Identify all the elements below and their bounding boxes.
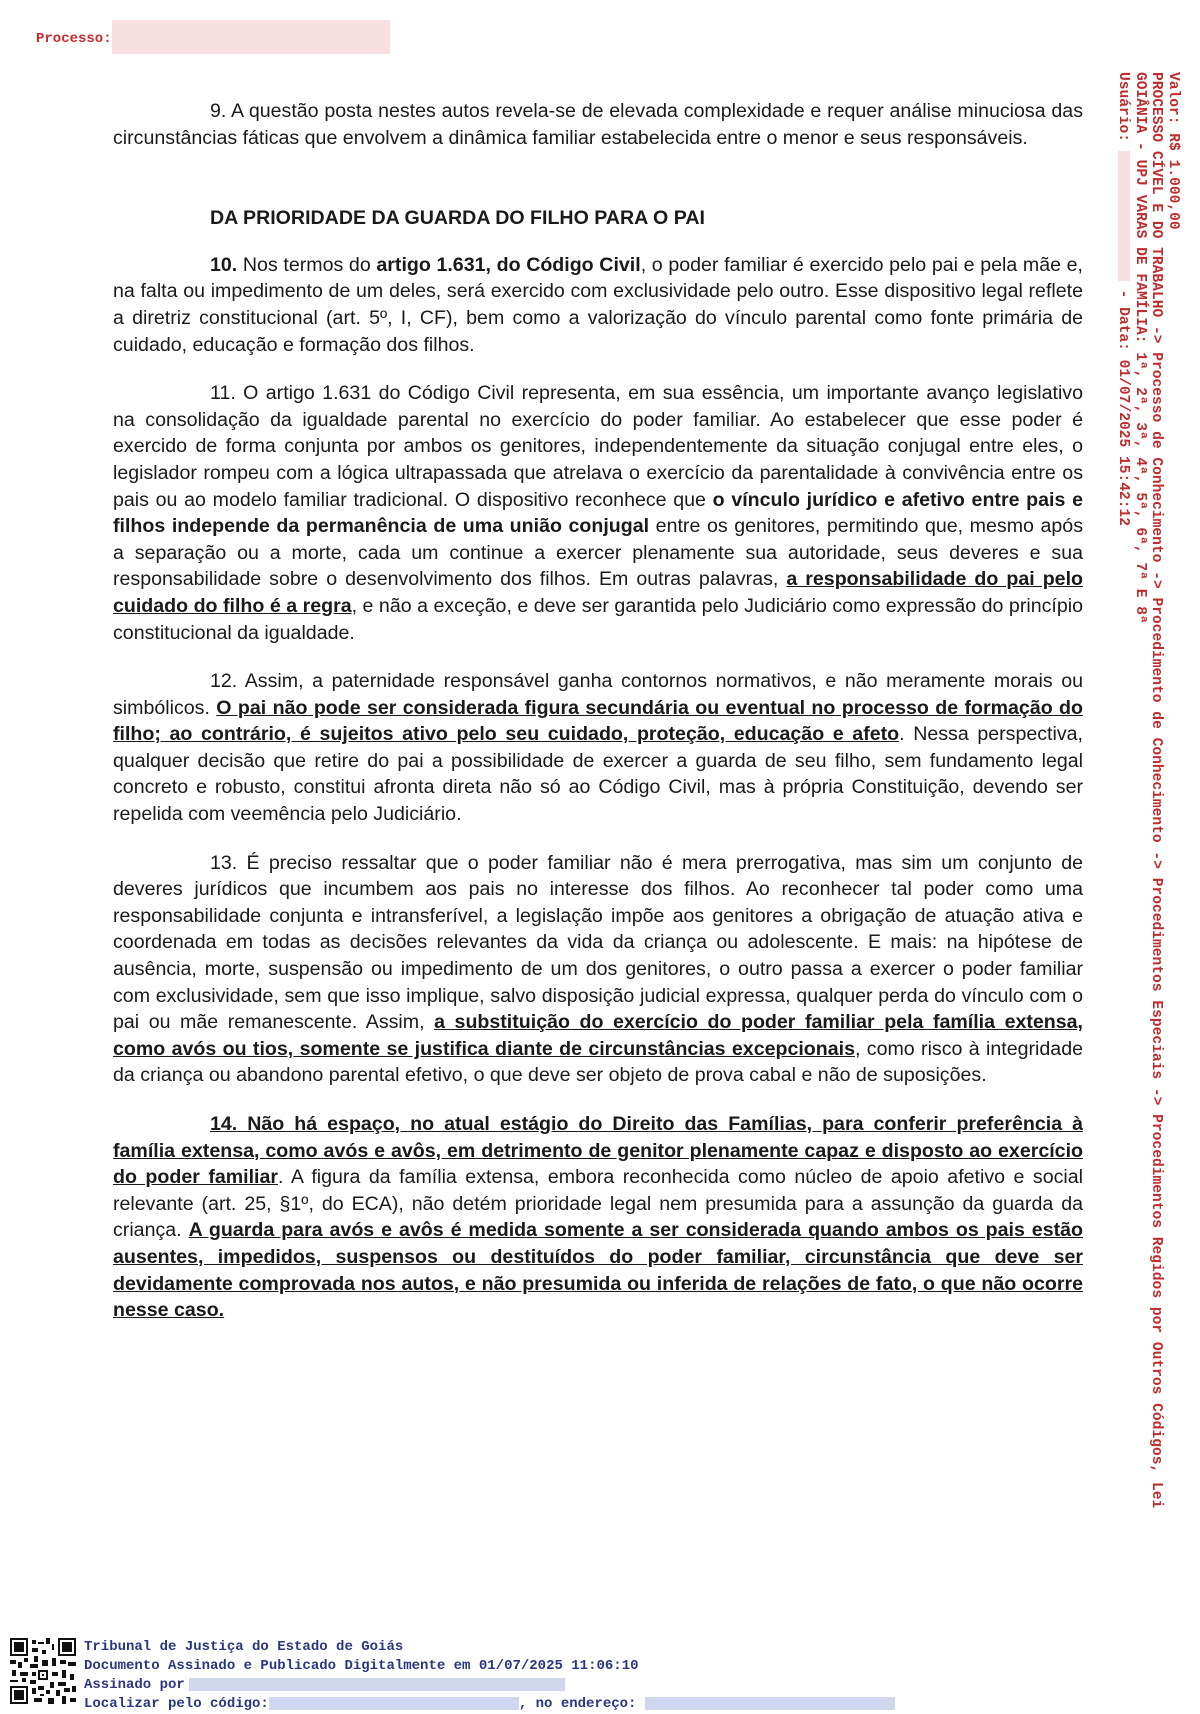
paragraph-9: 9. A questão posta nestes autos revela-se de elevada complexidade e requer análise minuciosa das circunstâncias fáticas que envolvem a dinâmica familiar estabelecida entre o menor e seus responsáveis.: [113, 100, 1083, 149]
p10-number: 10.: [210, 253, 238, 276]
p12-bold-underline: O pai não pode ser considerada figura secundária ou eventual no processo de formação do filho; ao contrário, é sujeitos ativo pelo seu cuidado, proteção, educação e afeto: [113, 696, 1083, 746]
p10-bold-article: artigo 1.631, do Código Civil: [376, 253, 641, 276]
p13-text-a: 13. É preciso ressaltar que o poder familiar não é mera prerrogativa, mas sim um conjunto de deveres jurídicos que incumbem aos pais no interesse dos filhos. Ao reconhecer tal poder como uma responsabilidade conjunta e intransferível, a legislação impõe aos genitores a obrigação de atuação ativa e coordenada em todas as decisões relevantes da vida da criança ou adolescente. E mais: na hipótese de ausência, morte, suspensão ou impedimento de um dos genitores, o outro passa a exercer o poder familiar com exclusividade, sem que isso implique, salvo disposição judicial expressa, qualquer perda do vínculo com o pai ou mãe remanescente. Assim,: [113, 851, 1083, 1034]
p13-text-b: , como risco à integridade da criança ou abandono parental efetivo, o que deve ser objeto de prova cabal e não de suposições.: [113, 1037, 1083, 1087]
process-label: Processo:: [36, 31, 112, 47]
code-redaction[interactable]: [269, 1697, 519, 1710]
p11-bold: o vínculo jurídico e afetivo entre pais e filhos independe da permanência de uma união conjugal: [113, 488, 1083, 538]
footer-text: [84, 1638, 895, 1714]
p13-bold-underline: a substituição do exercício do poder familiar pela família extensa, como avós ou tios, somente se justifica diante de circunstâncias excepcionais: [113, 1011, 1083, 1060]
user-redaction: [1118, 151, 1130, 281]
paragraph-13: [113, 850, 1083, 1089]
side-stamp-user: [1115, 72, 1132, 1508]
paragraph-10: [113, 252, 1083, 358]
footer-signed-by: [84, 1676, 895, 1695]
p12-text-b: . Nessa perspectiva, qualquer decisão que retire do pai a possibilidade de exercer a guarda de seu filho, sem fundamento legal concreto e robusto, constitui afronta direta não só ao Código Civil, mas à própria Constituição, devendo ser repelida com veemência pelo Judiciário.: [113, 723, 1083, 826]
signature-footer: [10, 1638, 1170, 1712]
p12-text-a: 12. Assim, a paternidade responsável ganha contornos normativos, e não meramente morais ou simbólicos.: [113, 670, 1083, 719]
footer-locate: [84, 1695, 895, 1714]
side-stamp-date: - Data: 01/07/2025 15:42:12: [1115, 289, 1132, 527]
qr-code-icon[interactable]: [10, 1638, 76, 1704]
process-header: [36, 22, 390, 56]
process-number-redaction: [112, 20, 390, 54]
p11-text-a: 11. O artigo 1.631 do Código Civil representa, em sua essência, um importante avanço legislativo na consolidação da igualdade parental no exercício do poder familiar. Ao estabelecer que esse poder é exercido de forma conjunta por ambos os genitores, independentemente da situação conjugal entre eles, o legislador rompeu com a lógica ultrapassada que atrelava o exercício da parentalidade à convivência entre os pais ou ao modelo familiar tradicional. O dispositivo reconhece que: [113, 382, 1083, 511]
p10-text-c: , o poder familiar é exercido pelo pai e pela mãe e, na falta ou impedimento de um deles, será exercido com exclusividade pelo outro. Esse dispositivo legal reflete a diretriz constitucional (art. 5º, I, CF), bem como a valorização do vínculo parental como fonte primária de cuidado, educação e formação dos filhos.: [113, 253, 1084, 356]
side-stamp-value: Valor: R$ 1.000,00: [1165, 72, 1181, 230]
footer-locate-label: Localizar pelo código:: [84, 1696, 269, 1712]
document-body: [113, 98, 1083, 1324]
footer-signed-date: Documento Assinado e Publicado Digitalmente em 01/07/2025 11:06:10: [84, 1658, 639, 1674]
side-stamp-court: GOIÂNIA - UPJ VARAS DE FAMÍLIA: 1ª, 2ª, 3ª, 4ª, 5ª, 6ª, 7ª E 8ª: [1131, 72, 1148, 624]
paragraph-12: [113, 668, 1083, 828]
signer-redaction: [189, 1678, 565, 1691]
p11-bold-underline: a responsabilidade do pai pelo cuidado do filho é a regra: [113, 568, 1083, 617]
address-redaction[interactable]: [645, 1697, 895, 1710]
side-stamp-class: PROCESSO CÍVEL E DO TRABALHO -> Processo de Conhecimento -> Procedimento de Conhecimento -> Procedimentos Especiais -> Procedimentos Regidos por Outros Códigos, Lei: [1148, 72, 1165, 1509]
p11-text-c: entre os genitores, permitindo que, mesmo após a separação ou a morte, cada um continue a exercer plenamente sua autoridade, seus deveres e sua responsabilidade sobre o desenvolvimento dos filhos. Em outras palavras,: [113, 515, 1083, 591]
paragraph-14: [113, 1111, 1083, 1324]
p11-text-d: , e não a exceção, e deve ser garantida pelo Judiciário como expressão do princípio constitucional da igualdade.: [113, 594, 1083, 644]
footer-signed-by-label: Assinado por: [84, 1677, 185, 1693]
paragraph-11: [113, 380, 1083, 646]
section-heading: DA PRIORIDADE DA GUARDA DO FILHO PARA O PAI: [210, 207, 705, 230]
side-stamp: [1115, 72, 1181, 1508]
p14-bold-underline-2: A guarda para avós e avôs é medida somente a ser considerada quando ambos os pais estão ausentes, impedidos, suspensos ou destituídos do poder familiar, circunstância que deve ser devidamente comprovada nos autos, e não presumida ou inferida de relações de fato, o que não ocorre nesse caso.: [113, 1219, 1083, 1322]
footer-court: Tribunal de Justiça do Estado de Goiás: [84, 1639, 404, 1655]
side-stamp-user-prefix: Usuário:: [1115, 72, 1132, 143]
p14-bold-underline-1: 14. Não há espaço, no atual estágio do Direito das Famílias, para conferir preferência à família extensa, como avós e avôs, em detrimento de genitor plenamente capaz e disposto ao exercício do poder familiar: [113, 1113, 1083, 1189]
footer-address-label: , no endereço:: [518, 1696, 637, 1712]
p14-text-a: . A figura da família extensa, embora reconhecida como núcleo de apoio afetivo e social relevante (art. 25, §1º, do ECA), não detém prioridade legal nem presumida para a assunção da guarda da criança.: [113, 1166, 1083, 1242]
p10-text-a: Nos termos do: [237, 253, 377, 276]
